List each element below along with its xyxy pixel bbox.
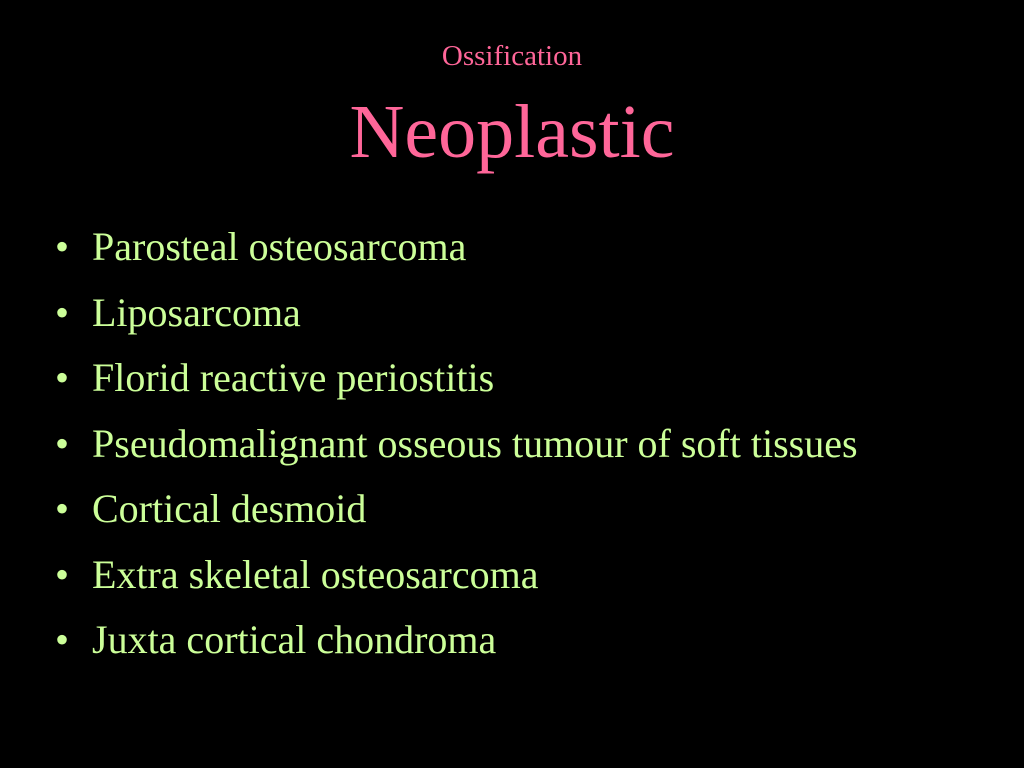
bullet-text: Liposarcoma <box>92 289 301 335</box>
bullet-item <box>55 548 1015 614</box>
slide-title: Neoplastic <box>349 90 675 174</box>
bullet-text: Pseudomalignant osseous tumour of soft tissues <box>92 420 858 466</box>
bullet-list <box>55 220 1015 679</box>
bullet-text: Extra skeletal osteosarcoma <box>92 551 539 597</box>
bullet-item <box>55 482 1015 548</box>
bullet-icon: • <box>55 551 70 597</box>
bullet-item <box>55 220 1015 286</box>
bullet-icon: • <box>55 224 70 269</box>
bullet-icon: • <box>55 289 70 335</box>
bullet-text: Florid reactive periostitis <box>92 355 495 400</box>
bullet-icon: • <box>55 420 70 466</box>
bullet-icon: • <box>55 486 70 531</box>
bullet-icon: • <box>55 617 70 662</box>
bullet-item <box>55 613 1015 679</box>
bullet-item <box>55 351 1015 417</box>
bullet-icon: • <box>55 355 70 400</box>
bullet-text: Juxta cortical chondroma <box>92 617 497 662</box>
bullet-text: Cortical desmoid <box>92 486 367 531</box>
bullet-item <box>55 286 1015 352</box>
bullet-item <box>55 417 1015 483</box>
slide-supertitle: Ossification <box>441 40 583 72</box>
bullet-text: Parosteal osteosarcoma <box>92 224 467 269</box>
